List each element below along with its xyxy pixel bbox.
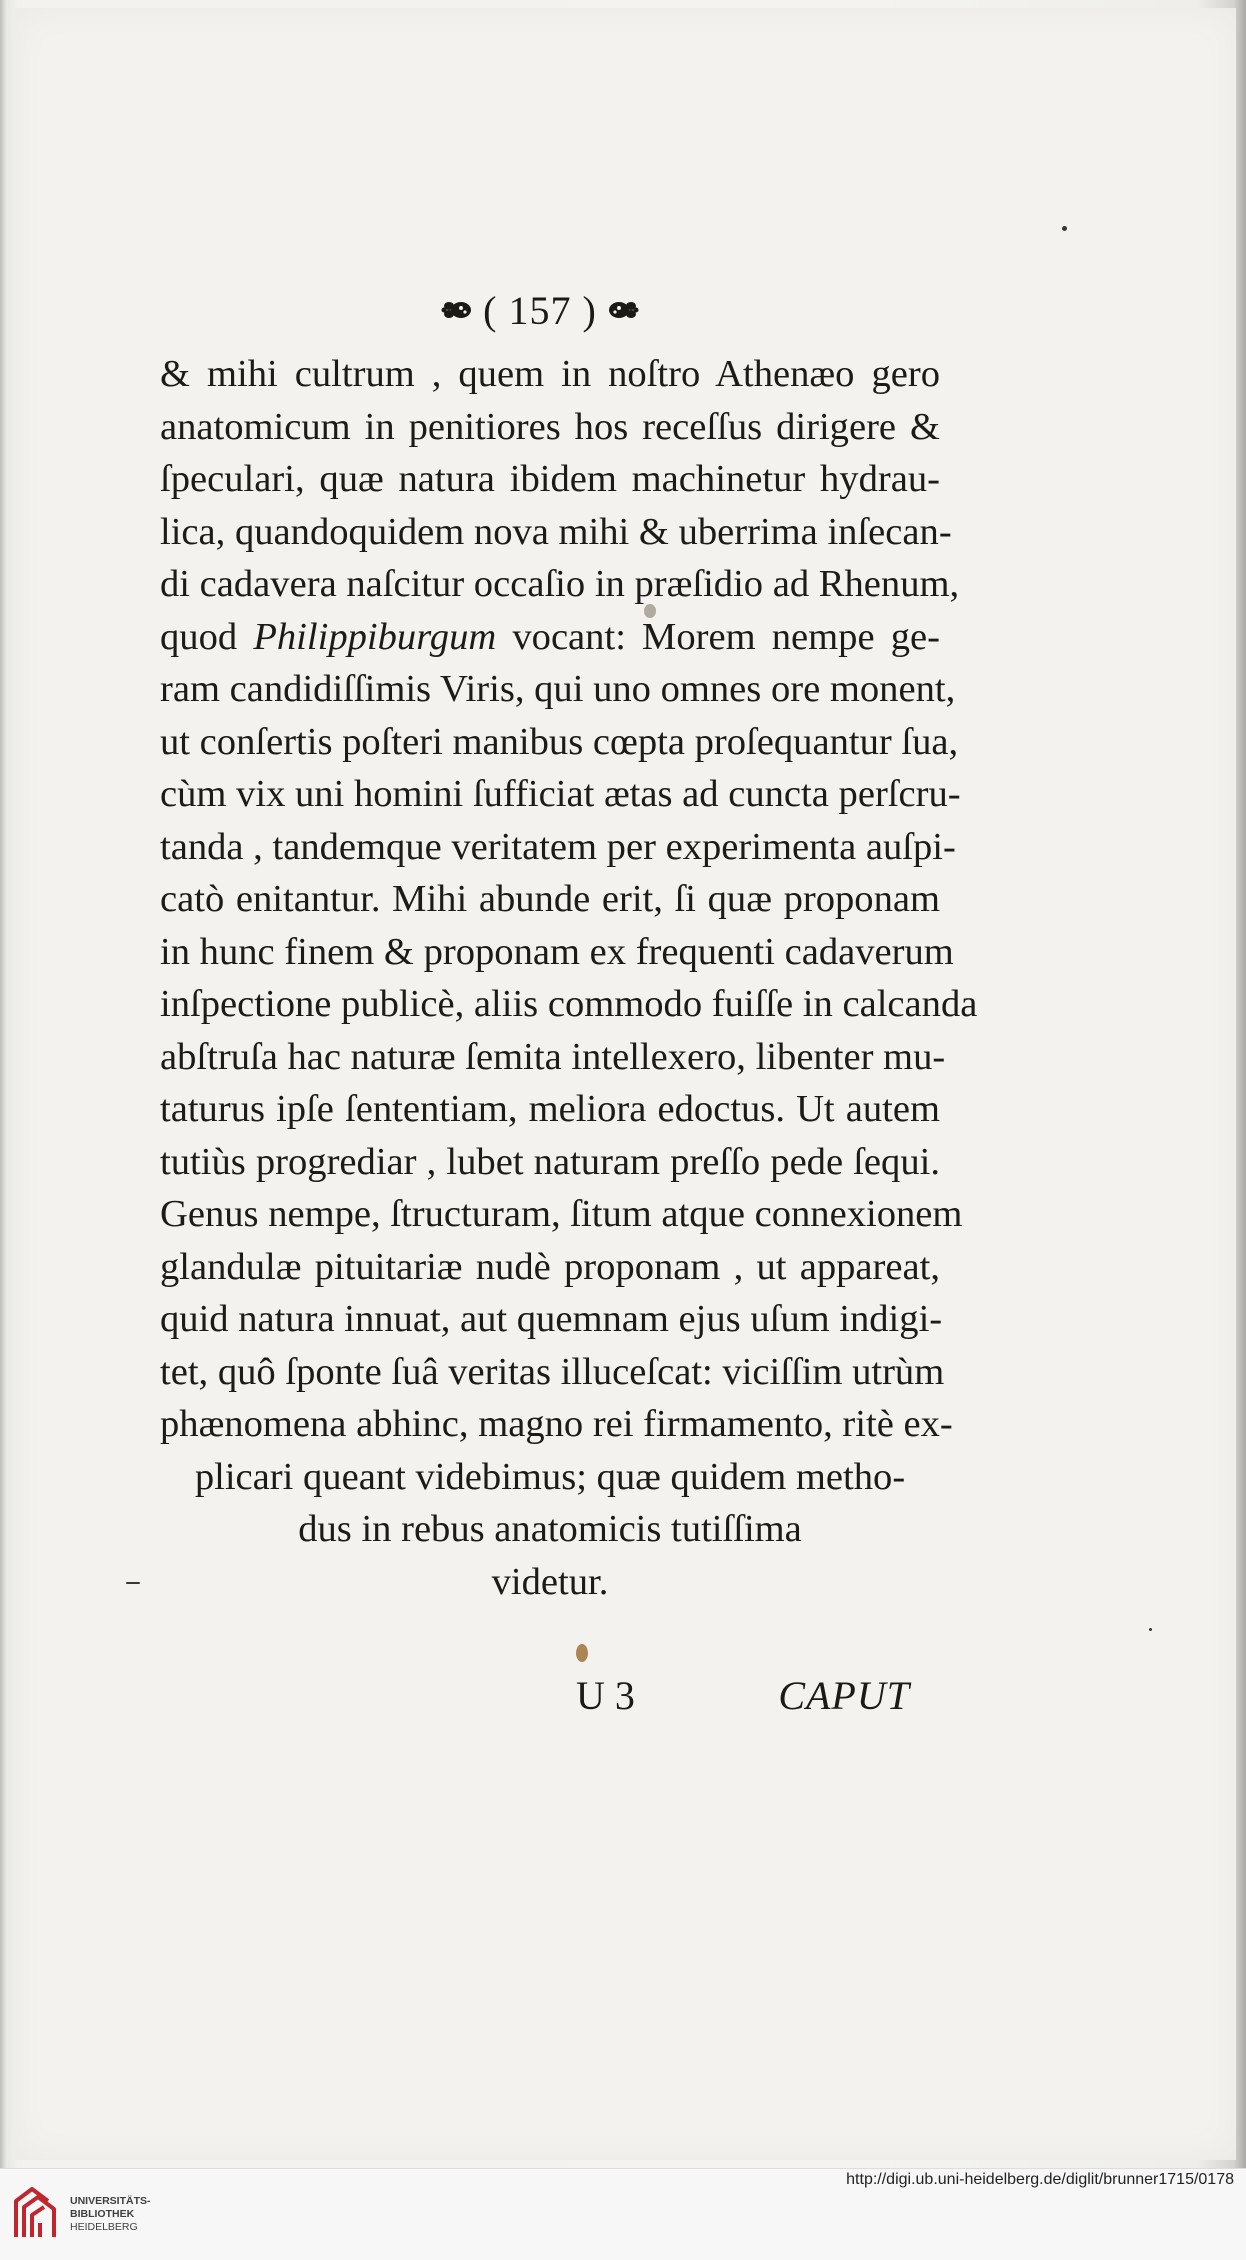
text-line: catò enitantur. Mihi abunde erit, ſi quæ proponam: [160, 878, 940, 920]
paper-sheet: [14, 8, 1236, 2160]
text-line: di cadavera naſcitur occaſio in præſidio ad Rhenum,: [160, 563, 960, 605]
catchword: CAPUT: [778, 1673, 910, 1718]
text-line: Genus nempe, ſtructuram, ſitum atque connexionem: [160, 1193, 963, 1235]
text-line: glandulæ pituitariæ nudè proponam , ut appareat,: [160, 1245, 940, 1288]
text-line: anatomicum in penitiores hos receſſus dirigere &: [160, 405, 940, 448]
text-line: inſpectione publicè, aliis commodo fuiſſe in calcanda: [160, 983, 978, 1025]
page-number: ( 157 ): [483, 287, 597, 333]
library-name-line: UNIVERSITÄTS-: [70, 2195, 151, 2207]
italic-place-name: Philippiburgum: [253, 615, 497, 658]
text-line: in hunc finem & proponam ex frequenti cadaverum: [160, 930, 954, 973]
text-line: & mihi cultrum , quem in noſtro Athenæo gero: [160, 353, 940, 395]
fleuron-right-icon: [605, 299, 639, 321]
library-name-line: BIBLIOTHEK: [70, 2208, 135, 2220]
paper-speck: [126, 1582, 140, 1584]
text-segment: quod: [160, 615, 254, 658]
permalink-url[interactable]: http://digi.ub.uni-heidelberg.de/diglit/brunner1715/0178: [846, 2171, 1234, 2188]
page-footer: [570, 1672, 910, 1728]
text-segment: vocant: Morem nempe ge-: [496, 615, 940, 658]
library-name[interactable]: [70, 2195, 151, 2234]
text-line: taturus ipſe ſententiam, meliora edoctus. Ut autem: [160, 1088, 940, 1130]
signature-mark: U 3: [576, 1673, 635, 1718]
text-line: [160, 611, 940, 664]
ub-heidelberg-logo-icon[interactable]: [10, 2183, 62, 2243]
text-line: videtur.: [491, 1560, 609, 1603]
text-line: ram candidiſſimis Viris, qui uno omnes ore monent,: [160, 668, 956, 710]
text-line: lica, quandoquidem nova mihi & uberrima inſecan-: [160, 510, 952, 553]
text-line: tanda , tandemque veritatem per experimenta auſpi-: [160, 825, 956, 868]
body-text: [160, 348, 978, 1608]
text-line: abſtruſa hac naturæ ſemita intellexero, libenter mu-: [160, 1035, 946, 1078]
text-line: tutiùs progrediar , lubet naturam preſſo pede ſequi.: [160, 1140, 940, 1183]
paper-speck: [576, 1644, 588, 1662]
text-line: quid natura innuat, aut quemnam ejus uſum indigi-: [160, 1298, 943, 1340]
text-line: ut conſertis poſteri manibus cœpta proſequantur ſua,: [160, 720, 959, 763]
text-line: cùm vix uni homini ſufficiat ætas ad cuncta perſcru-: [160, 773, 961, 815]
library-name-line: HEIDELBERG: [70, 2221, 138, 2233]
text-line: tet, quô ſponte ſuâ veritas illuceſcat: viciſſim utrùm: [160, 1350, 945, 1393]
text-line: phænomena abhinc, magno rei firmamento, ritè ex-: [160, 1403, 953, 1445]
paper-speck: [1149, 1628, 1152, 1631]
text-line: ſpeculari, quæ natura ibidem machinetur hydrau-: [160, 458, 940, 500]
text-line: plicari queant videbimus; quæ quidem metho-: [194, 1455, 906, 1498]
fleuron-left-icon: [441, 299, 475, 321]
viewer-footer-bar: [0, 2168, 1246, 2260]
running-head: [390, 284, 690, 336]
paper-speck: [1062, 226, 1067, 231]
text-line: dus in rebus anatomicis tutiſſima: [298, 1508, 802, 1550]
